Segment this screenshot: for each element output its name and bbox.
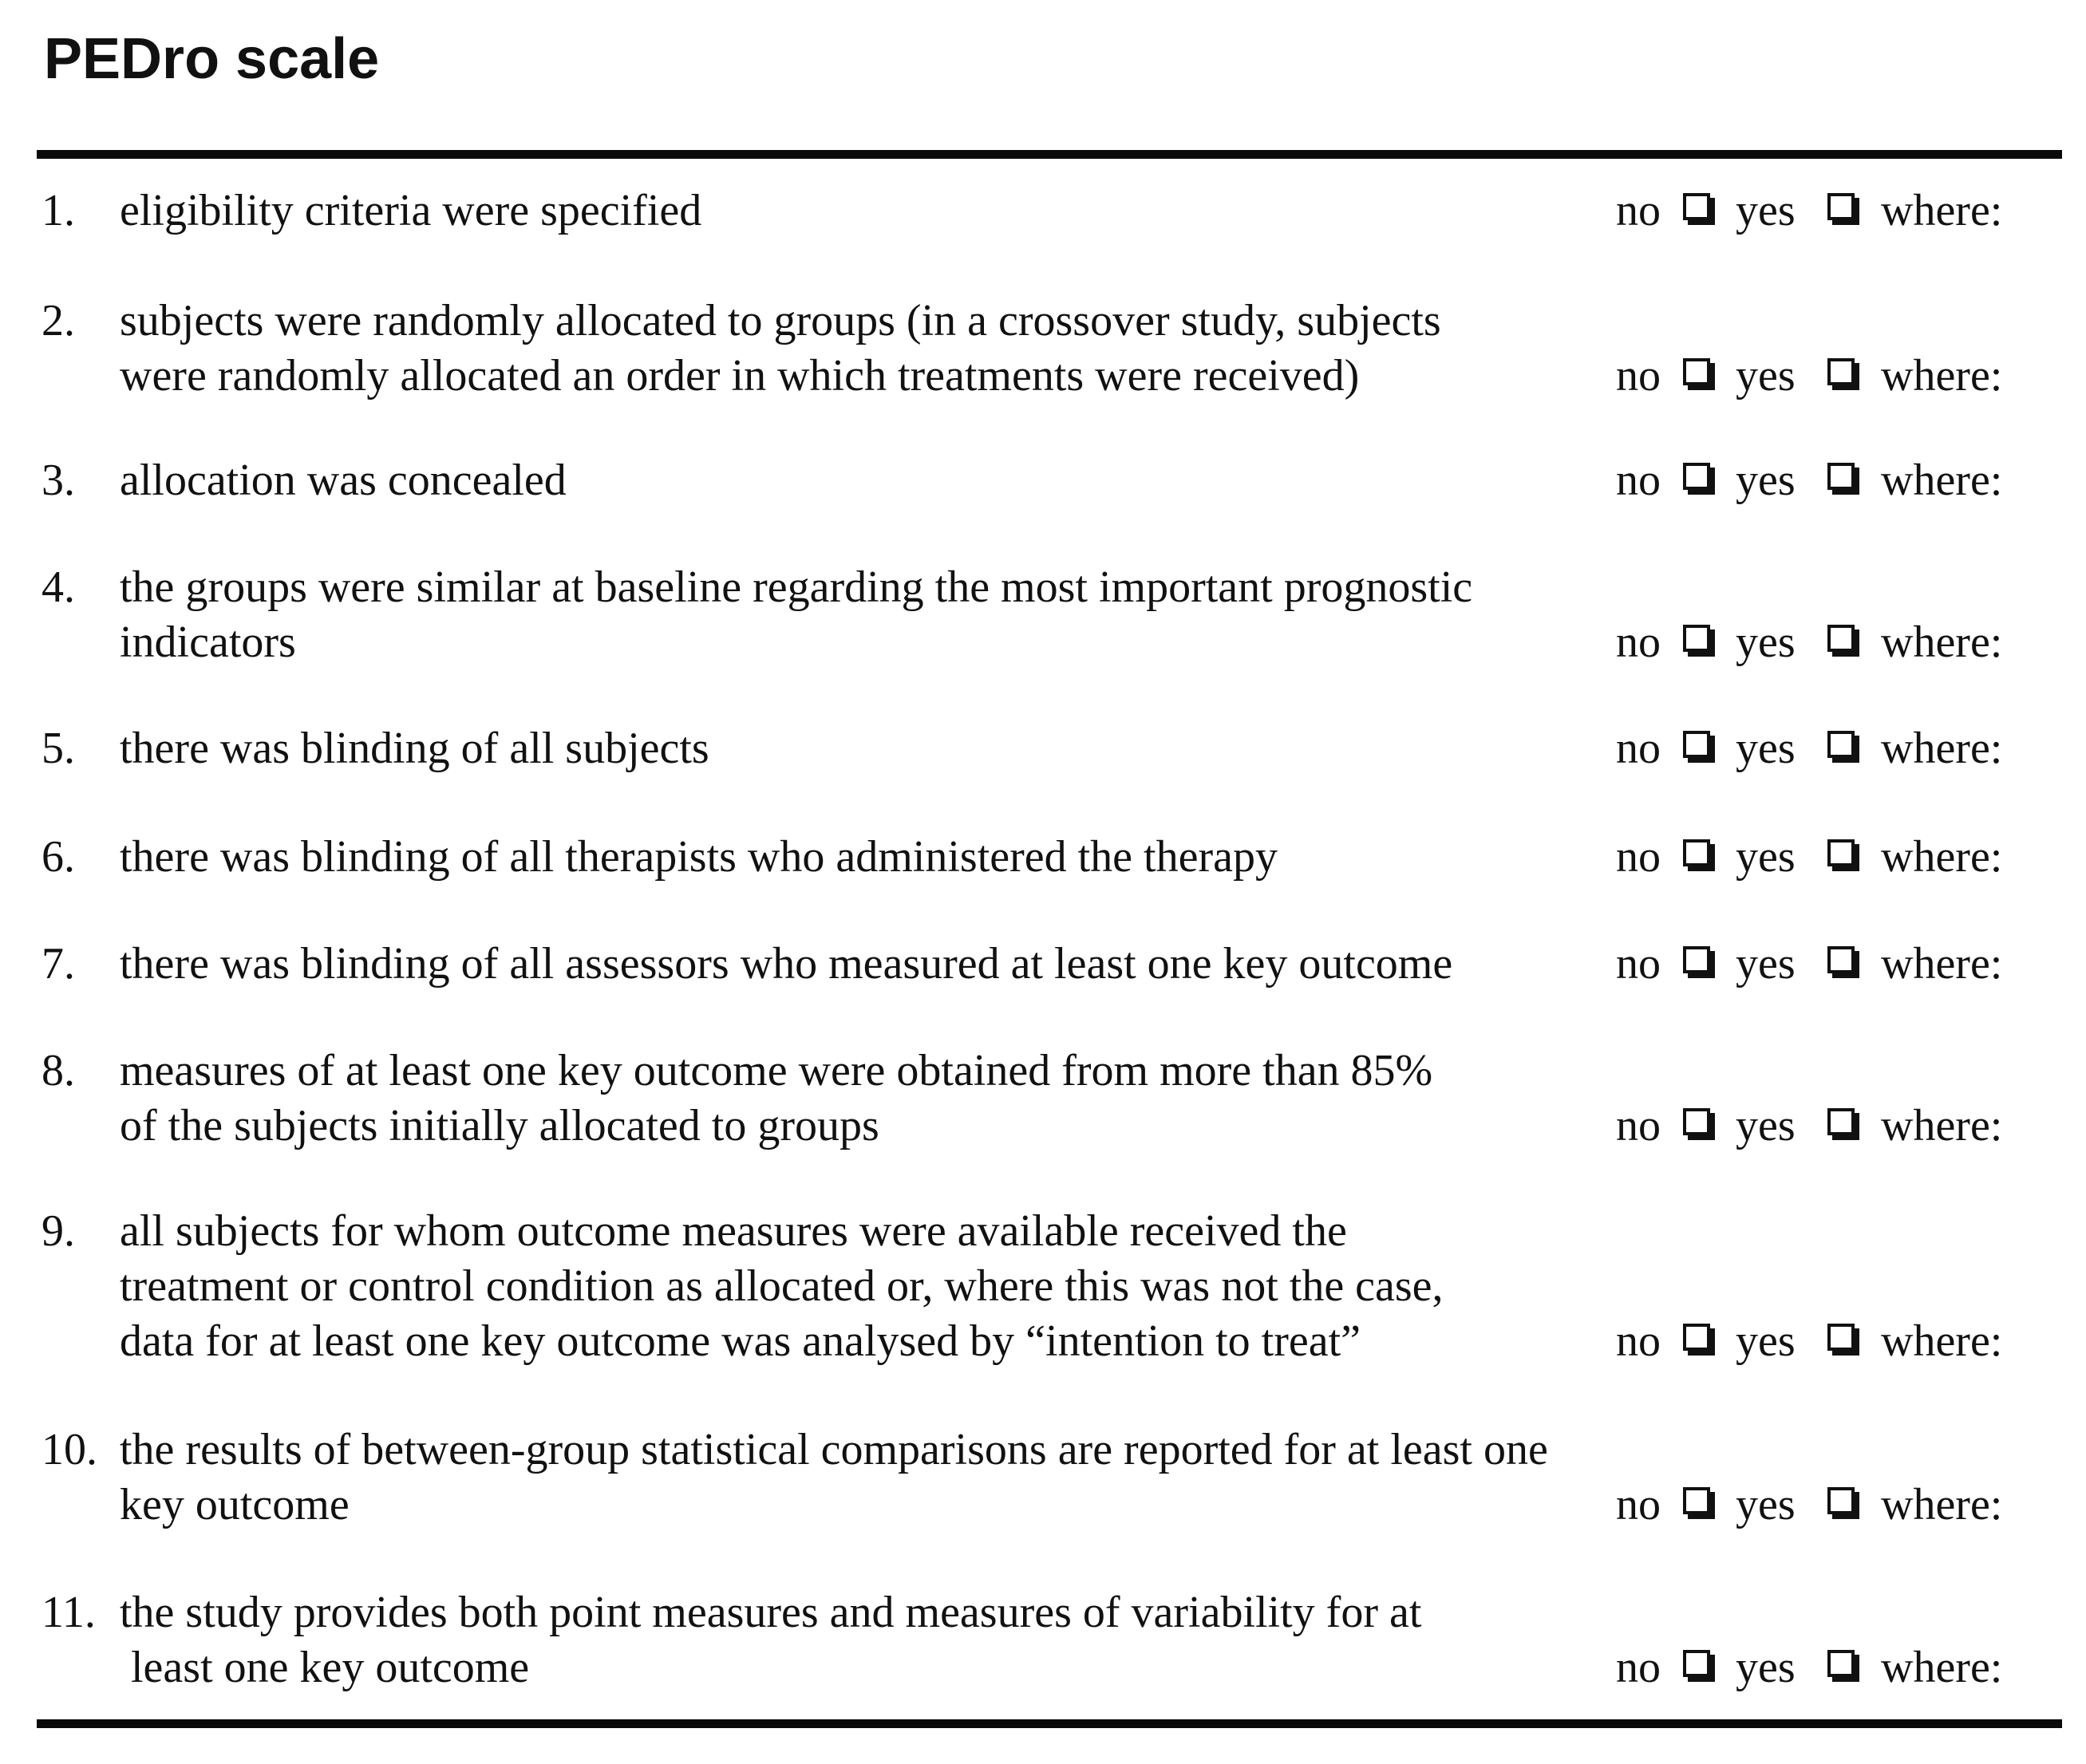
criterion-text-line: allocation was concealed xyxy=(120,456,567,505)
criterion-item xyxy=(0,721,2086,776)
no-checkbox[interactable] xyxy=(1683,1108,1710,1135)
bottom-rule xyxy=(37,1719,2062,1728)
where-label: where: xyxy=(1881,1643,2003,1692)
where-label: where: xyxy=(1881,456,2003,505)
criterion-item xyxy=(0,1585,2086,1695)
no-checkbox[interactable] xyxy=(1683,463,1710,490)
criterion-text-line: there was blinding of all subjects xyxy=(120,724,709,773)
criterion-number: 5. xyxy=(41,724,75,773)
criterion-number: 1. xyxy=(41,186,75,235)
no-checkbox[interactable] xyxy=(1683,1650,1710,1677)
criterion-number: 8. xyxy=(41,1046,75,1095)
criterion-item xyxy=(0,1423,2086,1533)
criterion-text-line: of the subjects initially allocated to groups xyxy=(120,1101,879,1150)
no-checkbox[interactable] xyxy=(1683,193,1710,220)
criterion-number: 9. xyxy=(41,1206,75,1256)
criterion-number: 3. xyxy=(41,456,75,505)
yes-checkbox[interactable] xyxy=(1827,1487,1855,1514)
where-label: where: xyxy=(1881,1480,2003,1529)
no-checkbox[interactable] xyxy=(1683,731,1710,758)
criterion-item xyxy=(0,937,2086,992)
criterion-number: 4. xyxy=(41,562,75,612)
criterion-number: 11. xyxy=(41,1588,96,1637)
criterion-item xyxy=(0,830,2086,885)
yes-checkbox[interactable] xyxy=(1827,1650,1855,1677)
criterion-item xyxy=(0,1204,2086,1369)
yes-label: yes xyxy=(1736,1316,1796,1366)
criterion-text-line: least one key outcome xyxy=(120,1643,530,1692)
criterion-text-line: there was blinding of all assessors who measured at least one key outcome xyxy=(120,939,1453,989)
criterion-text xyxy=(120,560,1636,670)
page-title: PEDro scale xyxy=(44,27,380,91)
yes-label: yes xyxy=(1736,1101,1796,1150)
criterion-item xyxy=(0,560,2086,670)
criterion-text-line: key outcome xyxy=(120,1480,350,1529)
no-checkbox[interactable] xyxy=(1683,1487,1710,1514)
yes-label: yes xyxy=(1736,618,1796,667)
criterion-text xyxy=(120,453,1636,508)
no-checkbox[interactable] xyxy=(1683,1324,1710,1351)
yes-checkbox[interactable] xyxy=(1827,1108,1855,1135)
no-label: no xyxy=(1616,456,1661,505)
criterion-item xyxy=(0,184,2086,239)
criterion-text-line: there was blinding of all therapists who administered the therapy xyxy=(120,832,1278,882)
yes-label: yes xyxy=(1736,939,1796,989)
criterion-text xyxy=(120,184,1636,239)
no-label: no xyxy=(1616,1643,1661,1692)
yes-checkbox[interactable] xyxy=(1827,625,1855,652)
criterion-text xyxy=(120,1044,1636,1154)
where-label: where: xyxy=(1881,351,2003,401)
criterion-text xyxy=(120,937,1636,992)
where-label: where: xyxy=(1881,939,2003,989)
no-label: no xyxy=(1616,618,1661,667)
where-label: where: xyxy=(1881,186,2003,235)
criterion-text xyxy=(120,1204,1636,1369)
no-checkbox[interactable] xyxy=(1683,946,1710,973)
criterion-text-line: were randomly allocated an order in which treatments were received) xyxy=(120,351,1360,401)
criterion-text-line: data for at least one key outcome was analysed by “intention to treat” xyxy=(120,1316,1361,1366)
yes-checkbox[interactable] xyxy=(1827,193,1855,220)
criterion-text-line: treatment or control condition as allocated or, where this was not the case, xyxy=(120,1261,1444,1311)
no-label: no xyxy=(1616,724,1661,773)
criterion-text-line: subjects were randomly allocated to groups (in a crossover study, subjects xyxy=(120,296,1441,345)
yes-label: yes xyxy=(1736,351,1796,401)
criterion-text-line: indicators xyxy=(120,618,296,667)
where-label: where: xyxy=(1881,832,2003,882)
no-label: no xyxy=(1616,186,1661,235)
criterion-text-line: the results of between-group statistical comparisons are reported for at least one xyxy=(120,1425,1548,1474)
criterion-item xyxy=(0,453,2086,508)
criterion-number: 2. xyxy=(41,296,75,345)
no-checkbox[interactable] xyxy=(1683,625,1710,652)
yes-label: yes xyxy=(1736,724,1796,773)
yes-label: yes xyxy=(1736,1480,1796,1529)
criterion-text xyxy=(120,294,1636,404)
yes-label: yes xyxy=(1736,456,1796,505)
yes-label: yes xyxy=(1736,832,1796,882)
where-label: where: xyxy=(1881,724,2003,773)
no-label: no xyxy=(1616,1316,1661,1366)
criterion-text xyxy=(120,1423,1636,1533)
yes-checkbox[interactable] xyxy=(1827,463,1855,490)
criterion-text xyxy=(120,721,1636,776)
no-checkbox[interactable] xyxy=(1683,839,1710,866)
yes-checkbox[interactable] xyxy=(1827,731,1855,758)
yes-checkbox[interactable] xyxy=(1827,946,1855,973)
criterion-text-line: the study provides both point measures and measures of variability for at xyxy=(120,1588,1422,1637)
criterion-text-line: eligibility criteria were specified xyxy=(120,186,702,235)
no-label: no xyxy=(1616,1101,1661,1150)
criterion-item xyxy=(0,294,2086,404)
criterion-text-line: measures of at least one key outcome were obtained from more than 85% xyxy=(120,1046,1433,1095)
yes-checkbox[interactable] xyxy=(1827,1324,1855,1351)
criterion-number: 7. xyxy=(41,939,75,989)
no-label: no xyxy=(1616,1480,1661,1529)
criterion-item xyxy=(0,1044,2086,1154)
criterion-text xyxy=(120,1585,1636,1695)
yes-label: yes xyxy=(1736,186,1796,235)
criterion-number: 6. xyxy=(41,832,75,882)
criterion-text-line: all subjects for whom outcome measures were available received the xyxy=(120,1206,1347,1256)
yes-checkbox[interactable] xyxy=(1827,358,1855,385)
where-label: where: xyxy=(1881,1101,2003,1150)
criterion-number: 10. xyxy=(41,1425,97,1474)
no-label: no xyxy=(1616,351,1661,401)
no-label: no xyxy=(1616,939,1661,989)
criterion-text-line: the groups were similar at baseline regarding the most important prognostic xyxy=(120,562,1473,612)
no-label: no xyxy=(1616,832,1661,882)
criterion-text xyxy=(120,830,1636,885)
where-label: where: xyxy=(1881,1316,2003,1366)
yes-checkbox[interactable] xyxy=(1827,839,1855,866)
no-checkbox[interactable] xyxy=(1683,358,1710,385)
yes-label: yes xyxy=(1736,1643,1796,1692)
where-label: where: xyxy=(1881,618,2003,667)
